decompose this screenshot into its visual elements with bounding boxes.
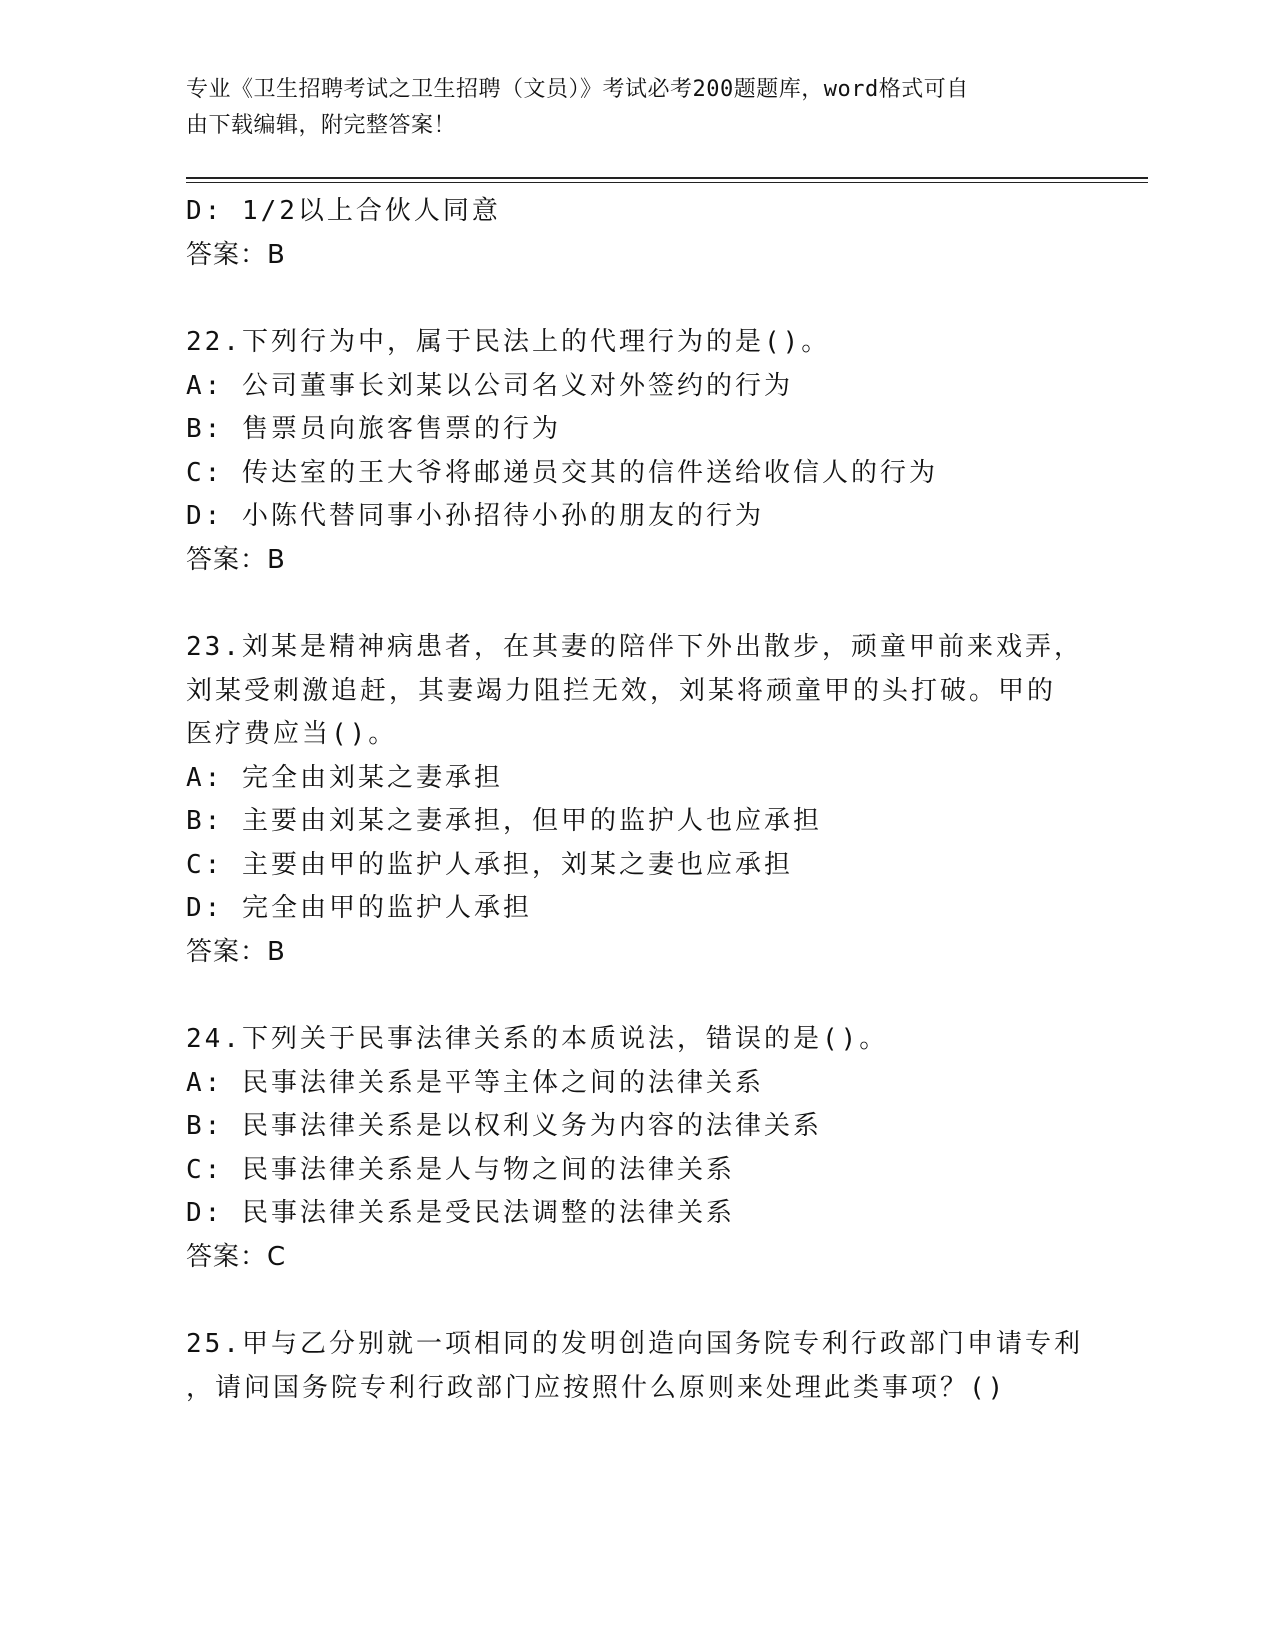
q23-stem-line-2: 刘某受刺激追赶，其妻竭力阻拦无效，刘某将顽童甲的头打破。甲的 bbox=[186, 676, 1057, 706]
prev-option-d: D: 1/2以上合伙人同意 bbox=[186, 196, 501, 226]
q25-stem-line-2: ，请问国务院专利行政部门应按照什么原则来处理此类事项？() bbox=[186, 1373, 1007, 1403]
q22-option-d: D: 小陈代替同事小孙招待小孙的朋友的行为 bbox=[186, 501, 764, 531]
q23-option-c: C: 主要由甲的监护人承担，刘某之妻也应承担 bbox=[186, 850, 793, 880]
prev-answer: 答案：B bbox=[186, 240, 286, 270]
q22-option-b: B: 售票员向旅客售票的行为 bbox=[186, 414, 561, 444]
q22-option-a: A: 公司董事长刘某以公司名义对外签约的行为 bbox=[186, 371, 793, 401]
header-divider-thick bbox=[186, 177, 1148, 179]
q22-answer: 答案：B bbox=[186, 545, 286, 575]
q25-stem-line-1: 25.甲与乙分别就一项相同的发明创造向国务院专利行政部门申请专利 bbox=[186, 1329, 1083, 1359]
header-title-line-1: 专业《卫生招聘考试之卫生招聘（文员）》考试必考200题题库，word格式可自 bbox=[186, 77, 969, 102]
q24-option-d: D: 民事法律关系是受民法调整的法律关系 bbox=[186, 1198, 735, 1228]
q24-stem: 24.下列关于民事法律关系的本质说法，错误的是()。 bbox=[186, 1024, 889, 1054]
q24-answer: 答案：C bbox=[186, 1242, 287, 1272]
q23-stem-line-1: 23.刘某是精神病患者，在其妻的陪伴下外出散步，顽童甲前来戏弄， bbox=[186, 632, 1083, 662]
q22-stem: 22.下列行为中，属于民法上的代理行为的是()。 bbox=[186, 327, 831, 357]
q24-option-a: A: 民事法律关系是平等主体之间的法律关系 bbox=[186, 1068, 764, 1098]
q22-option-c: C: 传达室的王大爷将邮递员交其的信件送给收信人的行为 bbox=[186, 458, 938, 488]
q23-option-b: B: 主要由刘某之妻承担，但甲的监护人也应承担 bbox=[186, 806, 822, 836]
header-title-line-2: 由下载编辑，附完整答案！ bbox=[186, 113, 457, 138]
header-divider-thin bbox=[186, 182, 1148, 183]
document-header bbox=[186, 72, 1066, 144]
q24-option-b: B: 民事法律关系是以权利义务为内容的法律关系 bbox=[186, 1111, 822, 1141]
q23-option-d: D: 完全由甲的监护人承担 bbox=[186, 893, 532, 923]
q23-stem-line-3: 医疗费应当()。 bbox=[186, 719, 398, 749]
q23-option-a: A: 完全由刘某之妻承担 bbox=[186, 763, 503, 793]
q23-answer: 答案：B bbox=[186, 937, 286, 967]
q24-option-c: C: 民事法律关系是人与物之间的法律关系 bbox=[186, 1155, 735, 1185]
